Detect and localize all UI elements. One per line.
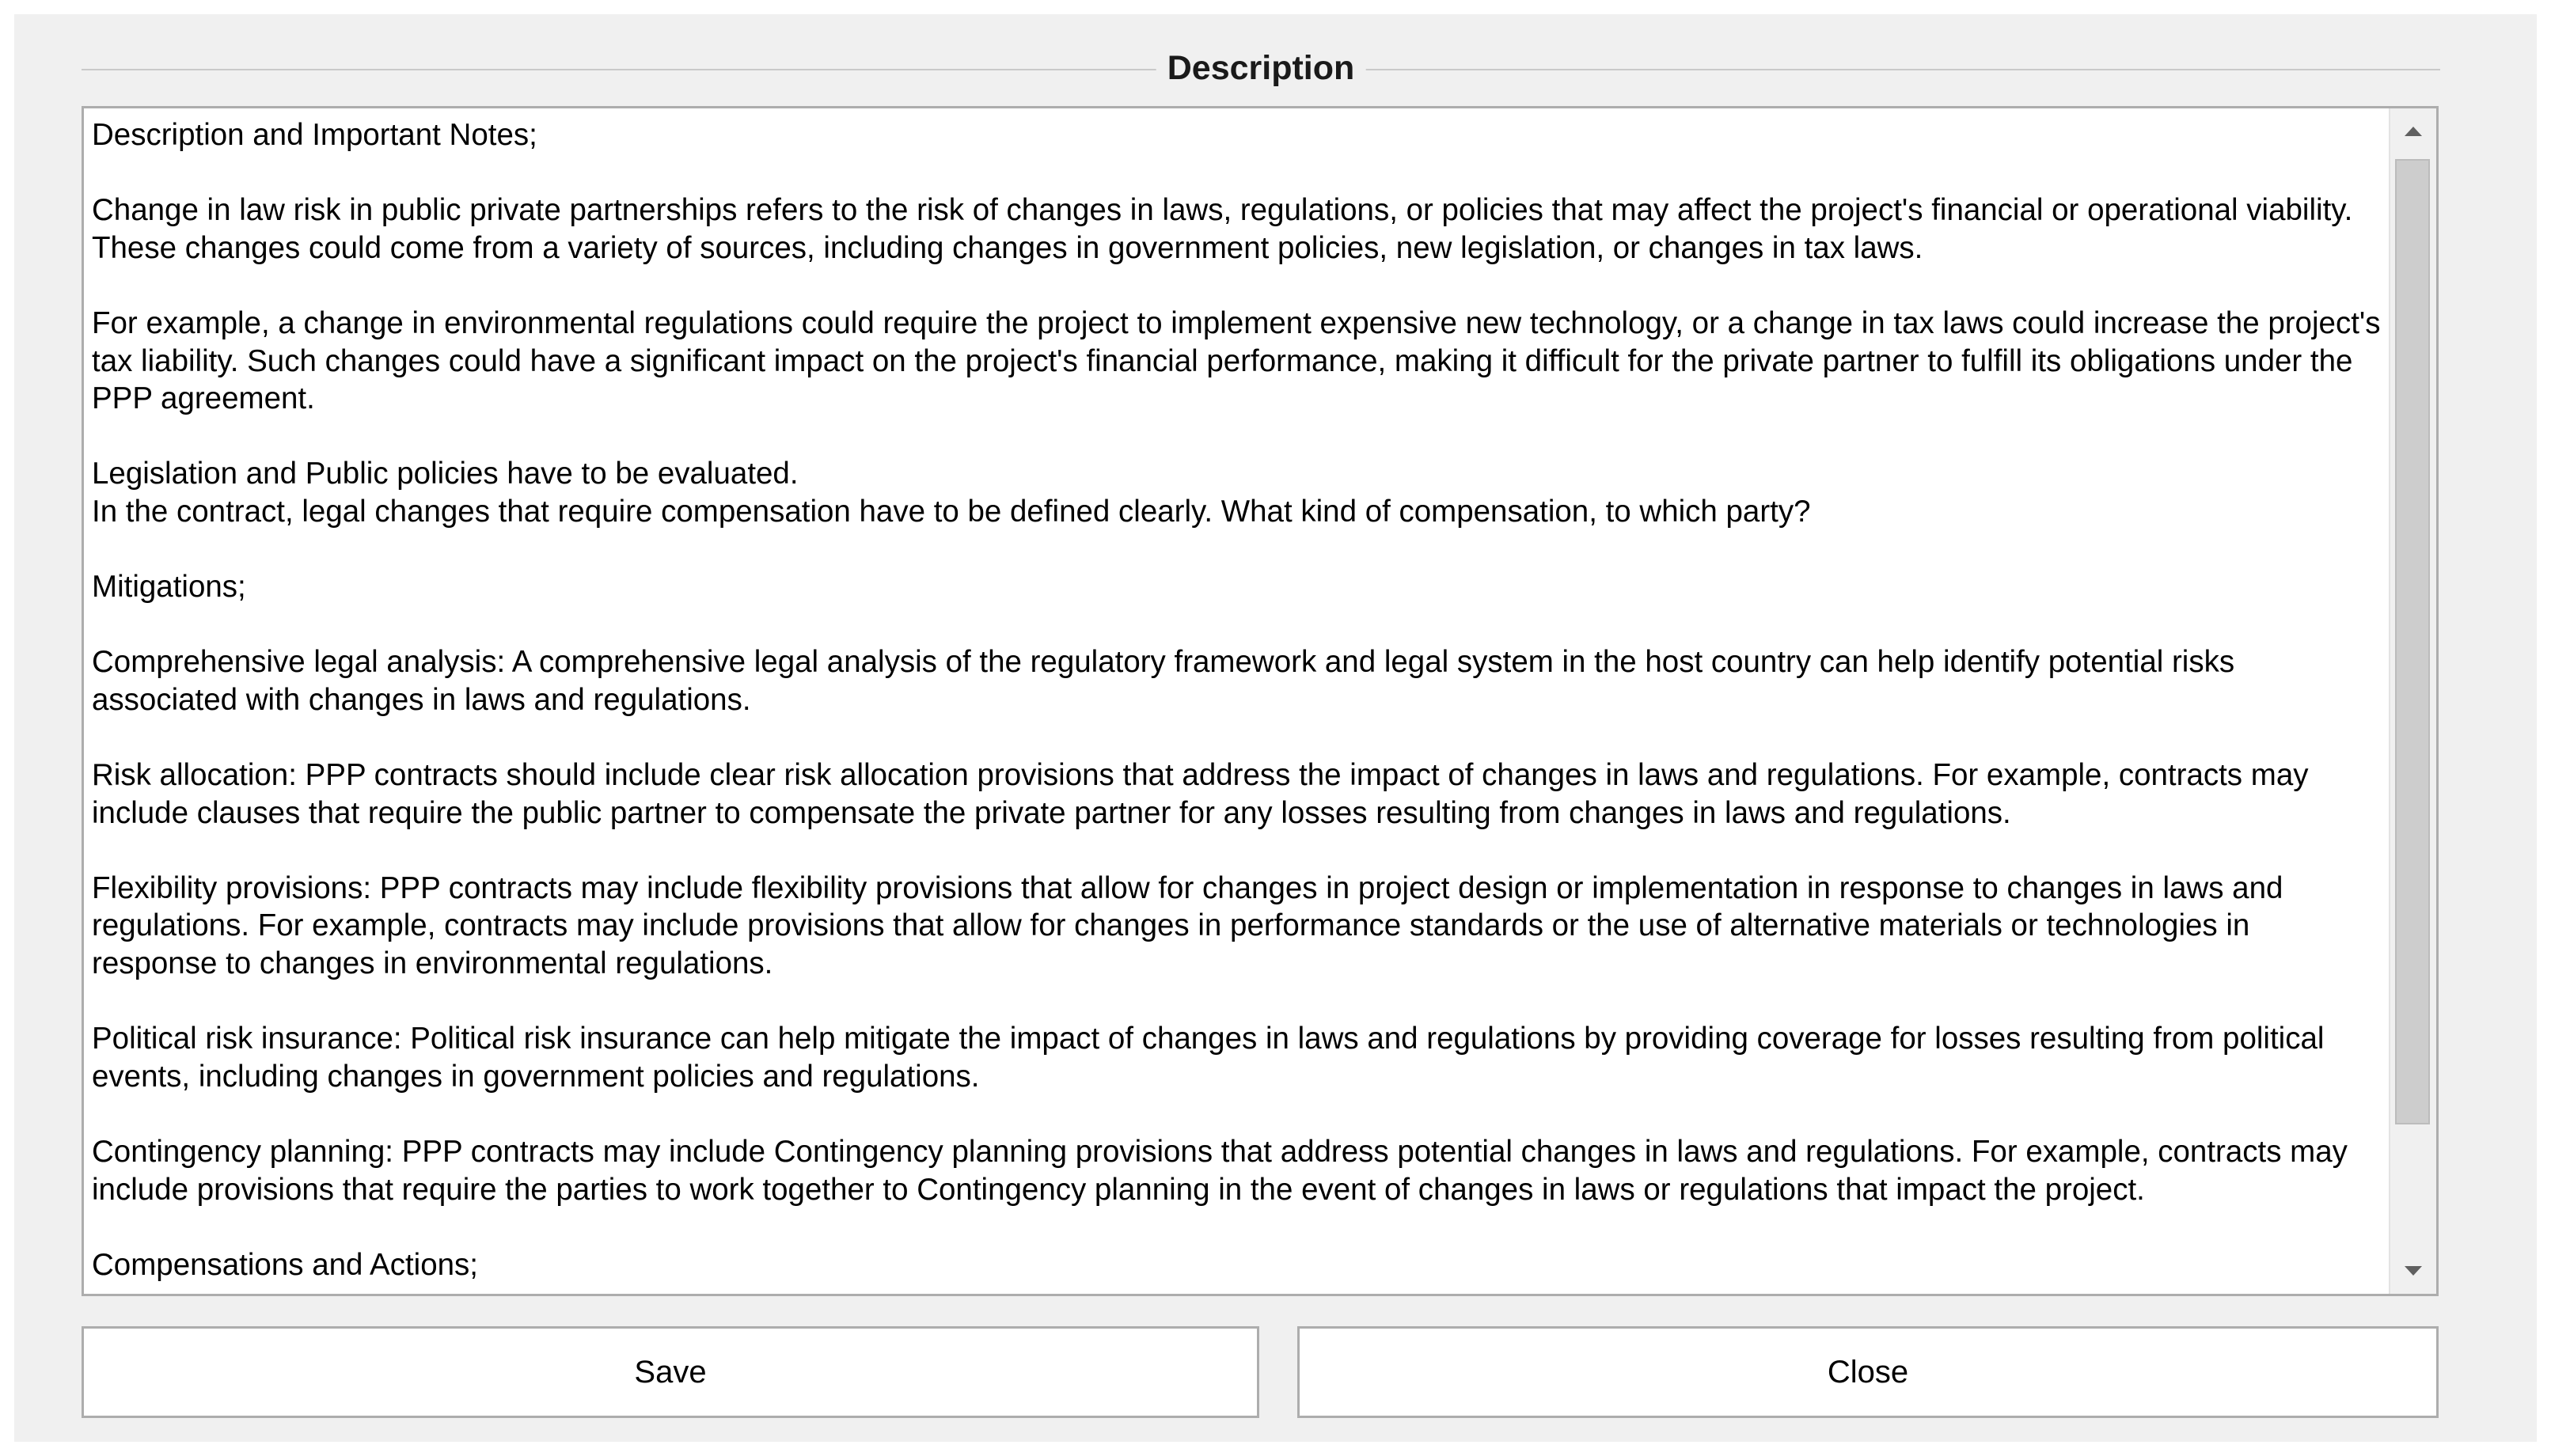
description-text-area[interactable] xyxy=(82,106,2439,1296)
paragraph-flexibility: Flexibility provisions: PPP contracts may include flexibility provisions that allow for changes in project design or implementation in response to changes in laws and regulations. For example, contracts may include provisions that allow for changes in performance standards or the use of alternative materials or technologies in response to changes in environmental regulations. xyxy=(92,870,2292,981)
arrow-down-icon xyxy=(2405,1266,2422,1276)
description-group-header xyxy=(82,40,2440,98)
paragraph-legal-analysis: Comprehensive legal analysis: A comprehensive legal analysis of the regulatory framework and legal system in the host country can help identify potential risks associated with changes in laws and regulations. xyxy=(92,645,2243,717)
paragraph-heading-notes: Description and Important Notes; xyxy=(92,118,537,152)
scroll-down-button[interactable] xyxy=(2390,1248,2436,1294)
scroll-up-button[interactable] xyxy=(2390,108,2436,154)
paragraph-example: For example, a change in environmental regulations could require the project to implement expensive new technology, or a change in tax laws could increase the project's tax liability. Such changes could have a significant impact on the project's financial performance, making it difficult for the private partner to fulfill its obligations under the PPP agreement. xyxy=(92,305,2390,416)
paragraph-risk-allocation: Risk allocation: PPP contracts should include clear risk allocation provisions that address the impact of changes in laws and regulations. For example, contracts may include clauses that require the public partner to compensate the private partner for any losses resulting from changes in laws and regulations. xyxy=(92,758,2318,830)
paragraph-political-risk: Political risk insurance: Political risk insurance can help mitigate the impact of changes in laws and regulations by providing coverage for losses resulting from political events, including changes in government policies and regulations. xyxy=(92,1022,2333,1094)
paragraph-heading-mitigations: Mitigations; xyxy=(92,570,246,605)
group-title: Description xyxy=(1156,44,1366,92)
vertical-scrollbar[interactable] xyxy=(2389,108,2436,1294)
paragraph-legislation: Legislation and Public policies have to be evaluated. xyxy=(92,457,799,491)
scroll-thumb[interactable] xyxy=(2395,159,2430,1124)
paragraph-contingency: Contingency planning: PPP contracts may include Contingency planning provisions that address potential changes in laws and regulations. For example, contracts may include provisions that require the parties to work together to Contingency planning in the event of changes in laws or regulations that impact the project. xyxy=(92,1135,2356,1207)
paragraph-heading-compensations: Compensations and Actions; xyxy=(92,1247,478,1282)
description-text-content[interactable] xyxy=(92,116,2390,1291)
paragraph-change-in-law: Change in law risk in public private partnerships refers to the risk of changes in laws, regulations, or policies that may affect the project's financial or operational viability. These changes could come from a variety of sources, including changes in government policies, new legislation, or changes in tax laws. xyxy=(92,193,2361,265)
paragraph-contract-compensation: In the contract, legal changes that require compensation have to be defined clearly. What kind of compensation, to which party? xyxy=(92,494,1811,529)
close-button[interactable]: Close xyxy=(1297,1326,2439,1418)
save-button[interactable]: Save xyxy=(82,1326,1259,1418)
arrow-up-icon xyxy=(2405,127,2422,136)
